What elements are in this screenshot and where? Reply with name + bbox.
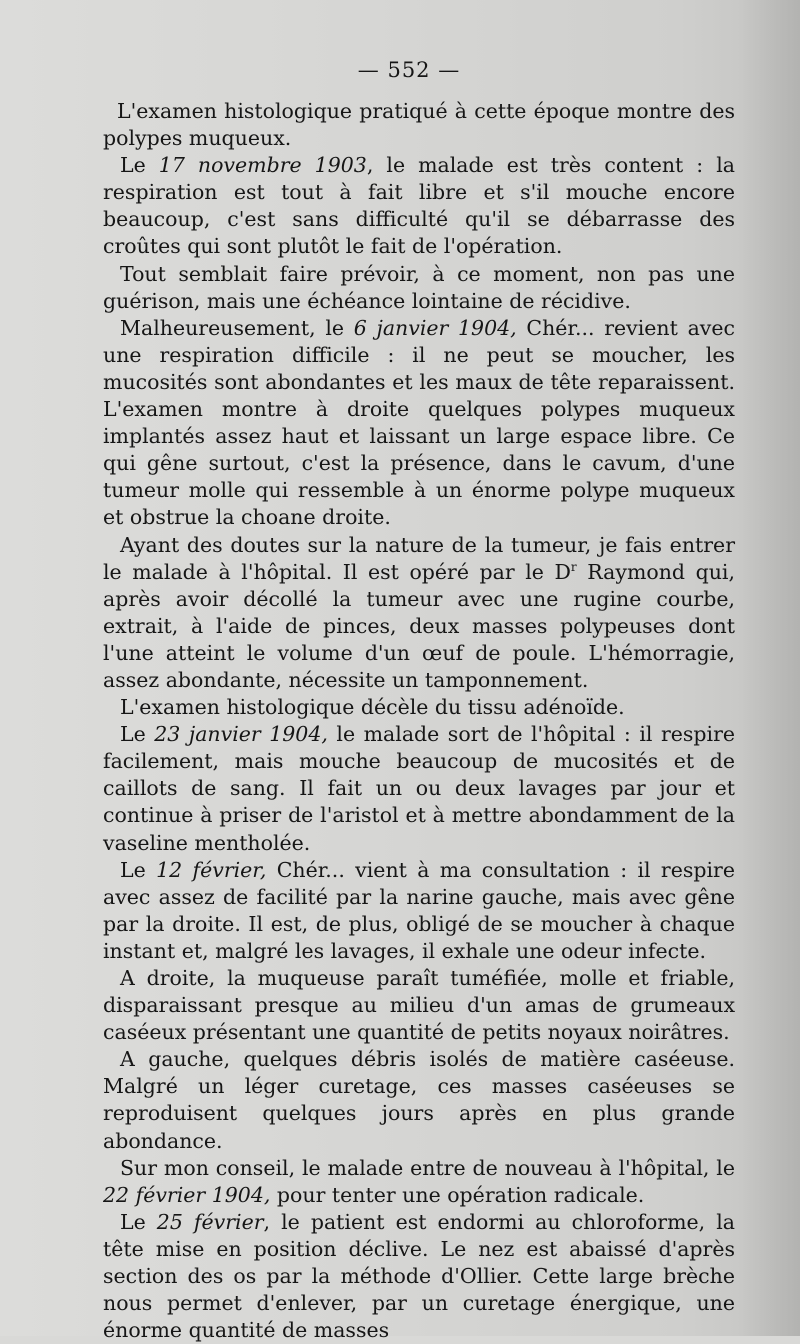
text-span: , le malade est très content : la respiration est tout à fait libre et s'il mouche encore beaucoup, c'est sans difficulté qu'il se débarrasse des croûtes qui sont plutôt le fait de l'opération.: [103, 153, 736, 259]
text-span: Sur mon conseil, le malade entre de nouveau à l'hôpital, le: [120, 1155, 735, 1180]
text-span: Le: [120, 1209, 157, 1234]
paragraph: [103, 315, 735, 532]
text-span: L'examen histologique décèle du tissu adénoïde.: [120, 695, 625, 720]
date-text: 22 février 1904,: [103, 1182, 271, 1207]
superscript-text: r: [570, 559, 577, 574]
body-text: [103, 98, 735, 1344]
date-text: 17 novembre 1903: [158, 153, 367, 178]
text-span: Ayant des doutes sur la nature de la tumeur, je fais entrer le malade à l'hôpital. Il est opéré par le D: [103, 532, 735, 584]
text-span: le malade sort de l'hôpital : il respire facilement, mais mouche beaucoup de mucosités et de caillots de sang. Il fait un ou deux lavages par jour et continue à priser de l'aristol et à mettre abondamment de la vaseline mentholée.: [103, 722, 736, 855]
paragraph: [103, 857, 735, 965]
text-span: Malheureusement, le: [120, 315, 354, 340]
page-number: — 552 —: [357, 58, 461, 82]
text-span: Tout semblait faire prévoir, à ce moment, non pas une guérison, mais une échéance lointaine de récidive.: [103, 261, 735, 313]
text-span: pour tenter une opération radicale.: [270, 1182, 645, 1207]
date-text: 12 février,: [156, 857, 267, 882]
text-span: , le patient est endormi au chloroforme, la tête mise en position déclive. Le nez est abaissé d'après section des os par la méthode d'Ollier. Cette large brèche nous permet d'enlever, par un curetage énergique, une énorme quantité de masses: [103, 1209, 735, 1343]
date-text: 25 février: [156, 1209, 264, 1234]
text-span: Chér... vient à ma consultation : il respire avec assez de facilité par la narine gauche, mais avec gêne par la droite. Il est, de plus, obligé de se moucher à chaque instant et, malgré les lavages, il exhale une odeur infecte.: [103, 857, 735, 963]
paragraph: [103, 261, 735, 315]
paragraph: [103, 965, 735, 1046]
paragraph: [103, 98, 735, 152]
text-span: Le: [120, 857, 157, 882]
text-span: L'examen histologique pratiqué à cette époque montre des polypes muqueux.: [103, 99, 735, 151]
text-span: A gauche, quelques débris isolés de matière caséeuse. Malgré un léger curetage, ces masses caséeuses se reproduisent quelques jours après en plus grande abondance.: [103, 1047, 735, 1153]
paragraph: [103, 1209, 735, 1344]
page-edge-shadow: [740, 0, 800, 1336]
date-text: 23 janvier 1904,: [154, 722, 328, 747]
paragraph: [103, 532, 735, 695]
paragraph: [103, 152, 735, 260]
text-span: Le: [120, 153, 159, 178]
paragraph: [103, 694, 735, 721]
date-text: 6 janvier 1904,: [353, 315, 517, 340]
paragraph: [103, 1155, 735, 1209]
text-span: Chér... revient avec une respiration difficile : il ne peut se moucher, les mucosités sont abondantes et les maux de tête reparaissent. L'examen montre à droite quelques polypes muqueux implantés assez haut et laissant un large espace libre. Ce qui gêne surtout, c'est la présence, dans le cavum, d'une tumeur molle qui ressemble à un énorme polype muqueux et obstrue la choane droite.: [103, 315, 735, 530]
text-span: Le: [120, 722, 155, 747]
paragraph: [103, 1046, 735, 1154]
text-span: Raymond qui, après avoir décollé la tumeur avec une rugine courbe, extrait, à l'aide de pinces, deux masses polypeuses dont l'une atteint le volume d'un œuf de poule. L'hémorragie, assez abondante, nécessite un tamponnement.: [103, 559, 736, 692]
text-span: A droite, la muqueuse paraît tuméfiée, molle et friable, disparaissant presque au milieu d'un amas de grumeaux caséeux présentant une quantité de petits noyaux noirâtres.: [103, 966, 735, 1045]
paragraph: [103, 721, 735, 856]
